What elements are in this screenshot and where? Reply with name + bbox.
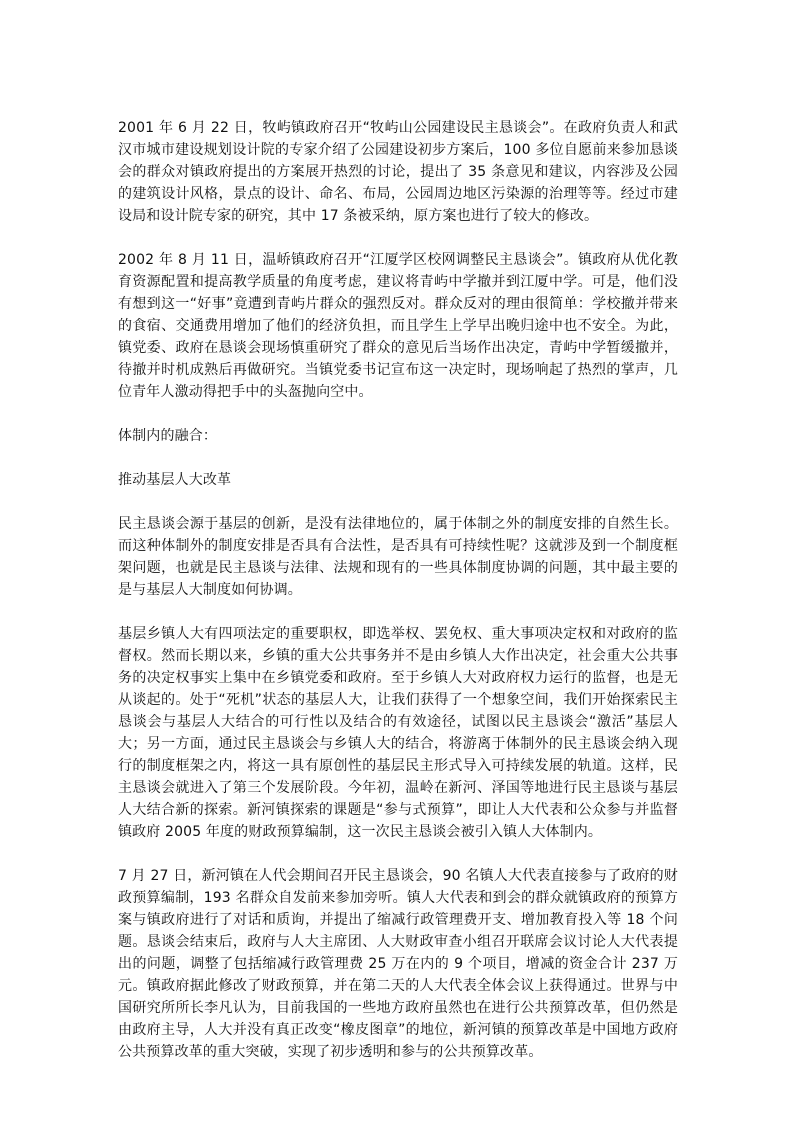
document-body	[118, 117, 678, 1085]
subsection-heading: 推动基层人大改革	[118, 472, 232, 488]
paragraph-institutional-framework: 民主恳谈会源于基层的创新，是没有法律地位的，属于体制之外的制度安排的自然生长。而这种体制外的制度安排是否具有合法性，是否具有可持续性呢？这就涉及到一个制度框架问题，也就是民主恳谈与法律、法规和现有的一些具体制度协调的问题，其中最主要的是与基层人大制度如何协调。	[118, 516, 678, 598]
paragraph-xinhe-budget: 7 月 27 日，新河镇在人代会期间召开民主恳谈会，90 名镇人大代表直接参与了政府的财政预算编制，193 名群众自发前来参加旁听。镇人大代表和到会的群众就镇政府的预算方案与镇政府进行了对话和质询，并提出了缩减行政管理费开支、增加教育投入等 18 个问题。恳谈会结束后，政府与人大主席团、人大财政审查小组召开联席会议讨论人大代表提出的问题，调整了包括缩减行政管理费 25 万在内的 9 个项目，增减的资金合计 237 万元。镇政府据此修改了财政预算，并在第二天的人大代表全体会议上获得通过。世界与中国研究所所长李凡认为，目前我国的一些地方政府虽然也在进行公共预算改革，但仍然是由政府主导，人大并没有真正改变“橡皮图章”的地位，新河镇的预算改革是中国地方政府公共预算改革的重大突破，实现了初步透明和参与的公共预算改革。	[118, 868, 678, 1060]
section-heading: 体制内的融合：	[118, 428, 218, 444]
paragraph-muyu-park-forum: 2001 年 6 月 22 日，牧屿镇政府召开“牧屿山公园建设民主恳谈会”。在政府负责人和武汉市城市建设规划设计院的专家介绍了公园建设初步方案后，100 多位自愿前来参加恳谈会的群众对镇政府提出的方案展开热烈的讨论，提出了 35 条意见和建议，内容涉及公园的建筑设计风格，景点的设计、命名、布局，公园周边地区污染源的治理等等。经过市建设局和设计院专家的研究，其中 17 条被采纳，原方案也进行了较大的修改。	[118, 120, 678, 224]
paragraph-grassroots-congress: 基层乡镇人大有四项法定的重要职权，即选举权、罢免权、重大事项决定权和对政府的监督权。然而长期以来，乡镇的重大公共事务并不是由乡镇人大作出决定，社会重大公共事务的决定权事实上集中在乡镇党委和政府。至于乡镇人大对政府权力运行的监督，也是无从谈起的。处于“死机”状态的基层人大，让我们获得了一个想象空间，我们开始探索民主恳谈会与基层人大结合的可行性以及结合的有效途径，试图以民主恳谈会“激活”基层人大；另一方面，通过民主恳谈会与乡镇人大的结合，将游离于体制外的民主恳谈会纳入现行的制度框架之内，将这一具有原创性的基层民主形式导入可持续发展的轨道。这样，民主恳谈会就进入了第三个发展阶段。今年初，温岭在新河、泽国等地进行民主恳谈与基层人大结合新的探索。新河镇探索的课题是“参与式预算”，即让人大代表和公众参与并监督镇政府 2005 年度的财政预算编制，这一次民主恳谈会被引入镇人大体制内。	[118, 626, 678, 840]
paragraph-wenqiao-school-forum: 2002 年 8 月 11 日，温峤镇政府召开“江厦学区校网调整民主恳谈会”。镇政府从优化教育资源配置和提高教学质量的角度考虑，建议将青屿中学撤并到江厦中学。可是，他们没有想到这一“好事”竟遭到青屿片群众的强烈反对。群众反对的理由很简单：学校撤并带来的食宿、交通费用增加了他们的经济负担，而且学生上学早出晚归途中也不安全。为此，镇党委、政府在恳谈会现场慎重研究了群众的意见后当场作出决定，青屿中学暂缓撤并，待撤并时机成熟后再做研究。当镇党委书记宣布这一决定时，现场响起了热烈的掌声，几位青年人激动得把手中的头盔抛向空中。	[118, 252, 678, 400]
